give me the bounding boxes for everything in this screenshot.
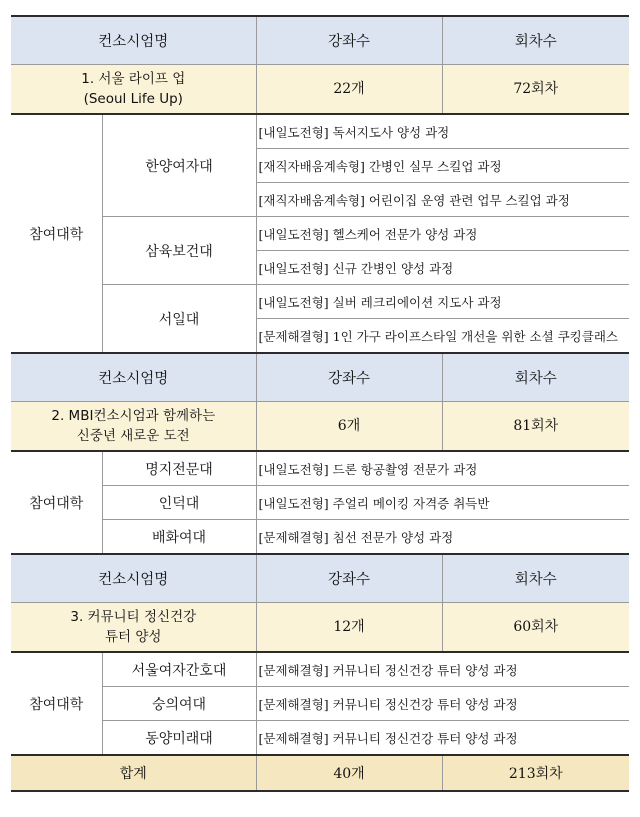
header-sessions: 회차수 — [442, 353, 629, 402]
participating-label: 참여대학 — [11, 451, 102, 554]
consortium-name-line2: 신중년 새로운 도전 — [76, 428, 190, 444]
header-consortium: 컨소시엄명 — [11, 353, 256, 402]
total-row — [11, 755, 629, 791]
university-name: 서울여자간호대 — [102, 652, 256, 687]
course-row — [11, 520, 629, 555]
consortium-name-line1: 2. MBI컨소시엄과 함께하는 — [51, 408, 216, 424]
university-name: 배화여대 — [102, 520, 256, 555]
university-name: 서일대 — [102, 285, 256, 354]
university-name: 인덕대 — [102, 486, 256, 520]
consortium-sessions: 60회차 — [442, 603, 629, 653]
consortium-name — [11, 65, 256, 115]
course-name: [내일도전형] 신규 간병인 양성 과정 — [256, 251, 629, 285]
header-sessions: 회차수 — [442, 16, 629, 65]
course-name: [문제해결형] 침선 전문가 양성 과정 — [256, 520, 629, 555]
consortium-row — [11, 65, 629, 115]
total-label: 합계 — [11, 755, 256, 791]
table-header-row — [11, 353, 629, 402]
header-sessions: 회차수 — [442, 554, 629, 603]
course-row — [11, 217, 629, 251]
course-name: [문제해결형] 커뮤니티 정신건강 튜터 양성 과정 — [256, 652, 629, 687]
course-row — [11, 652, 629, 687]
consortium-courses: 12개 — [256, 603, 442, 653]
header-courses: 강좌수 — [256, 16, 442, 65]
consortium-row — [11, 603, 629, 653]
consortium-name-line2: (Seoul Life Up) — [83, 91, 183, 107]
course-row — [11, 114, 629, 149]
consortium-name — [11, 402, 256, 452]
university-name: 한양여자대 — [102, 114, 256, 217]
total-sessions: 213회차 — [442, 755, 629, 791]
course-row — [11, 285, 629, 319]
course-name: [내일도전형] 주얼리 메이킹 자격증 취득반 — [256, 486, 629, 520]
header-courses: 강좌수 — [256, 353, 442, 402]
header-courses: 강좌수 — [256, 554, 442, 603]
course-name: [내일도전형] 헬스케어 전문가 양성 과정 — [256, 217, 629, 251]
consortium-row — [11, 402, 629, 452]
total-courses: 40개 — [256, 755, 442, 791]
university-name: 동양미래대 — [102, 721, 256, 756]
consortium-name — [11, 603, 256, 653]
course-name: [문제해결형] 커뮤니티 정신건강 튜터 양성 과정 — [256, 687, 629, 721]
consortium-name-line1: 3. 커뮤니티 정신건강 — [70, 609, 197, 625]
consortium-table — [11, 15, 629, 792]
course-row — [11, 451, 629, 486]
course-row — [11, 721, 629, 756]
consortium-name-line2: 튜터 양성 — [105, 629, 162, 645]
course-name: [재직자배움계속형] 간병인 실무 스킬업 과정 — [256, 149, 629, 183]
consortium-sessions: 81회차 — [442, 402, 629, 452]
university-name: 삼육보건대 — [102, 217, 256, 285]
consortium-sessions: 72회차 — [442, 65, 629, 115]
course-name: [내일도전형] 실버 레크리에이션 지도사 과정 — [256, 285, 629, 319]
participating-label: 참여대학 — [11, 114, 102, 353]
table-header-row — [11, 554, 629, 603]
header-consortium: 컨소시엄명 — [11, 16, 256, 65]
course-name: [문제해결형] 1인 가구 라이프스타일 개선을 위한 소셜 쿠킹클래스 — [256, 319, 629, 354]
course-name: [문제해결형] 커뮤니티 정신건강 튜터 양성 과정 — [256, 721, 629, 756]
consortium-name-line1: 1. 서울 라이프 업 — [81, 71, 186, 87]
course-name: [재직자배움계속형] 어린이집 운영 관련 업무 스킬업 과정 — [256, 183, 629, 217]
consortium-courses: 22개 — [256, 65, 442, 115]
university-name: 명지전문대 — [102, 451, 256, 486]
participating-label: 참여대학 — [11, 652, 102, 755]
university-name: 숭의여대 — [102, 687, 256, 721]
course-row — [11, 687, 629, 721]
course-name: [내일도전형] 드론 항공촬영 전문가 과정 — [256, 451, 629, 486]
course-row — [11, 486, 629, 520]
consortium-courses: 6개 — [256, 402, 442, 452]
header-consortium: 컨소시엄명 — [11, 554, 256, 603]
course-name: [내일도전형] 독서지도사 양성 과정 — [256, 114, 629, 149]
table-header-row — [11, 16, 629, 65]
